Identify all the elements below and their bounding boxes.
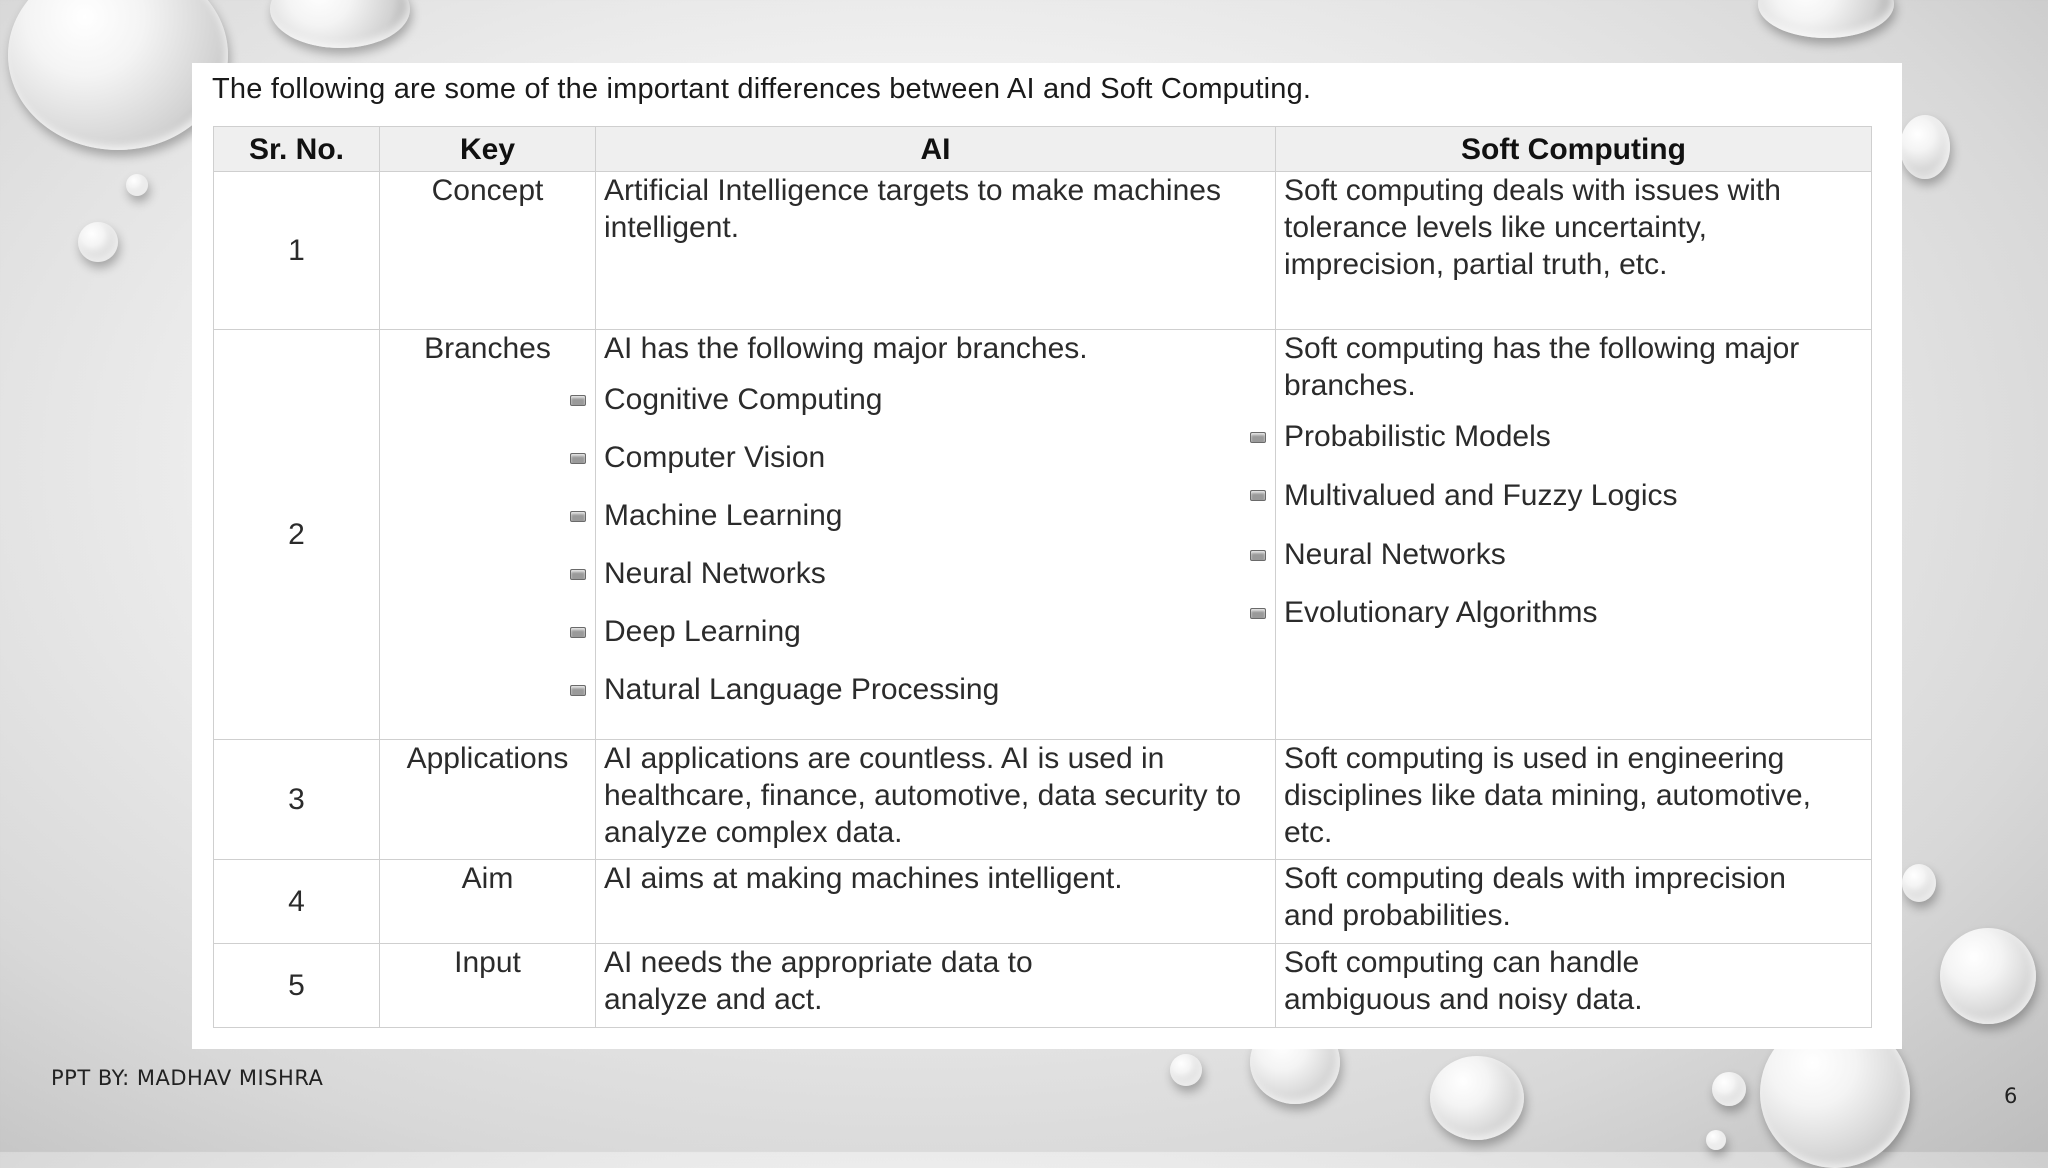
soft-computing-cell [1276, 330, 1872, 740]
bullet-icon [570, 685, 586, 696]
bullet-icon [1250, 432, 1266, 443]
page-number: 6 [2004, 1084, 2018, 1108]
water-drop-decoration [1170, 1054, 1202, 1086]
bullet-icon [570, 453, 586, 464]
header-key: Key [380, 127, 596, 172]
soft-computing-cell: Soft computing can handle ambiguous and noisy data. [1276, 944, 1872, 1028]
sc-branches-list [1284, 418, 1863, 631]
ai-branches-intro: AI has the following major branches. [604, 332, 1088, 365]
intro-text: The following are some of the important differences between AI and Soft Computing. [212, 73, 1312, 105]
water-drop-decoration [1430, 1056, 1524, 1140]
row-number: 2 [214, 330, 380, 740]
list-item: Probabilistic Models [1284, 418, 1863, 455]
ai-cell: Artificial Intelligence targets to make machines intelligent. [596, 172, 1276, 330]
row-number: 1 [214, 172, 380, 330]
soft-computing-cell: Soft computing deals with issues with tolerance levels like uncertainty, imprecision, partial truth, etc. [1276, 172, 1872, 330]
row-key: Aim [380, 860, 596, 944]
row-key: Concept [380, 172, 596, 330]
bullet-icon [1250, 608, 1266, 619]
bullet-icon [570, 627, 586, 638]
soft-computing-cell: Soft computing is used in engineering disciplines like data mining, automotive, etc. [1276, 740, 1872, 860]
soft-computing-cell: Soft computing deals with imprecision and probabilities. [1276, 860, 1872, 944]
row-key: Input [380, 944, 596, 1028]
water-drop-decoration [78, 222, 118, 262]
bullet-icon [570, 511, 586, 522]
ai-cell: AI aims at making machines intelligent. [596, 860, 1276, 944]
table-row [214, 860, 1872, 944]
water-drop-decoration [1712, 1072, 1746, 1106]
header-sr-no: Sr. No. [214, 127, 380, 172]
water-drop-decoration [1940, 928, 2036, 1024]
list-item: Cognitive Computing [604, 381, 1267, 418]
ai-cell [596, 330, 1276, 740]
bullet-icon [570, 569, 586, 580]
row-key: Branches [380, 330, 596, 740]
table-row [214, 330, 1872, 740]
list-item: Computer Vision [604, 439, 1267, 476]
row-key: Applications [380, 740, 596, 860]
list-item: Neural Networks [1284, 536, 1863, 573]
table-row [214, 944, 1872, 1028]
table-row [214, 740, 1872, 860]
row-number: 4 [214, 860, 380, 944]
sc-branches-intro: Soft computing has the following major branches. [1284, 332, 1800, 402]
ai-cell: AI needs the appropriate data to analyze and act. [596, 944, 1276, 1028]
water-drop-decoration [270, 0, 410, 48]
list-item: Deep Learning [604, 613, 1267, 650]
water-drop-decoration [1758, 0, 1894, 38]
list-item: Multivalued and Fuzzy Logics [1284, 476, 1863, 515]
list-item: Evolutionary Algorithms [1284, 594, 1863, 631]
bullet-icon [570, 395, 586, 406]
water-drop-decoration [1900, 115, 1950, 179]
table-row [214, 172, 1872, 330]
table-header-row [214, 127, 1872, 172]
ai-cell: AI applications are countless. AI is used in healthcare, finance, automotive, data security to analyze complex data. [596, 740, 1276, 860]
water-drop-decoration [1706, 1130, 1726, 1150]
comparison-table [213, 126, 1872, 1028]
list-item: Neural Networks [604, 555, 1267, 592]
row-number: 5 [214, 944, 380, 1028]
ai-branches-list [604, 381, 1267, 708]
water-drop-decoration [126, 174, 148, 196]
bullet-icon [1250, 550, 1266, 561]
list-item: Machine Learning [604, 497, 1267, 534]
header-soft-computing: Soft Computing [1276, 127, 1872, 172]
row-number: 3 [214, 740, 380, 860]
water-drop-decoration [1902, 864, 1936, 902]
bullet-icon [1250, 490, 1266, 501]
list-item: Natural Language Processing [604, 671, 1267, 708]
header-ai: AI [596, 127, 1276, 172]
footer-author: PPT BY: MADHAV MISHRA [51, 1066, 324, 1090]
content-card [192, 63, 1902, 1049]
